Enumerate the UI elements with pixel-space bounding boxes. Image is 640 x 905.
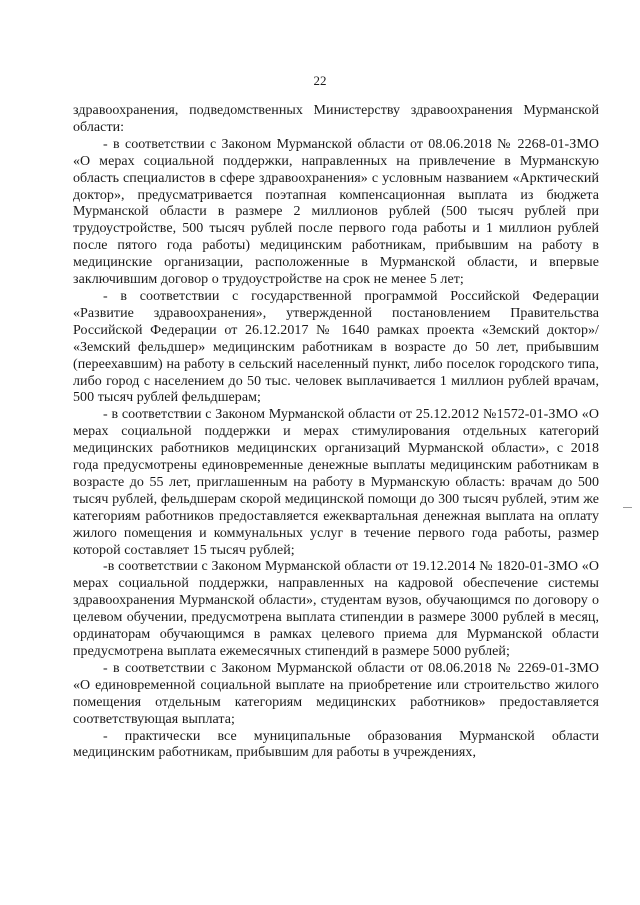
scan-edge-mark xyxy=(623,507,632,508)
paragraph-arctic-doctor: - в соответствии с Законом Мурманской области от 08.06.2018 № 2268-01-ЗМО «О мерах социальной поддержки, направленных на привлечение в Мурманскую область специалистов в сфере здравоохранения» с условным названием «Арктический доктор», предусматривается поэтапная компенсационная выплата из бюджета Мурманской области в размере 2 миллионов рублей (500 тысяч рублей при трудоустройстве, 500 тысяч рублей после первого года работы и 1 миллион рублей после пятого года работы) медицинским работникам, прибывшим на работу в медицинские организации, расположенные в Мурманской области, и впервые заключившим договор о трудоустройстве на срок не менее 5 лет; xyxy=(73,136,599,288)
paragraph-housing-payment: - в соответствии с Законом Мурманской области от 08.06.2018 № 2269-01-ЗМО «О единовременной социальной выплате на приобретение или строительство жилого помещения отдельным категориям медицинских работников» предоставляется соответствующая выплата; xyxy=(73,660,599,727)
paragraph-lump-sum-payments: - в соответствии с Законом Мурманской области от 25.12.2012 №1572-01-ЗМО «О мерах социальной поддержки и мерах стимулирования отдельных категорий медицинских работников медицинских организаций Мурманской области», с 2018 года предусмотрены единовременные денежные выплаты медицинским работникам в возрасте до 55 лет, приглашенным на работу в Мурманскую область: врачам до 500 тысяч рублей, фельдшерам скорой медицинской помощи до 300 тысяч рублей, этим же категориям работников предоставляется ежеквартальная денежная выплата на оплату жилого помещения и коммунальных услуг в течение первого года работы, размер которой составляет 15 тысяч рублей; xyxy=(73,407,599,558)
paragraph-municipal-support: - практически все муниципальные образования Мурманской области медицинским работникам, прибывшим для работы в учреждениях, xyxy=(73,728,599,761)
paragraph-student-stipends: -в соответствии с Законом Мурманской области от 19.12.2014 № 1820-01-ЗМО «О мерах социальной поддержки, направленных на кадровой обеспечение системы здравоохранения Мурманской области», студентам вузов, обучающимся по договору о целевом обучении, предусмотрена выплата стипендии в размере 3000 рублей в месяц, ординаторам обучающимся в рамках целевого приема для Мурманской области предусмотрена выплата ежемесячных стипендий в размере 5000 рублей; xyxy=(73,559,599,659)
document-body xyxy=(73,103,599,762)
paragraph-zemsky-doctor: - в соответствии с государственной программой Российской Федерации «Развитие здравоохранения», утвержденной постановлением Правительства Российской Федерации от 26.12.2017 № 1640 рамках проекта «Земский доктор»/ «Земский фельдшер» медицинским работникам в возрасте до 50 лет, прибывшим (переехавшим) на работу в сельский населенный пункт, либо поселок городского типа, либо город с населением до 50 тыс. человек выплачивается 1 миллион рублей врачам, 500 тысяч рублей фельдшерам; xyxy=(73,288,599,406)
paragraph-continuation: здравоохранения, подведомственных Министерству здравоохранения Мурманской области: xyxy=(73,103,599,135)
page-number: 22 xyxy=(313,73,327,88)
